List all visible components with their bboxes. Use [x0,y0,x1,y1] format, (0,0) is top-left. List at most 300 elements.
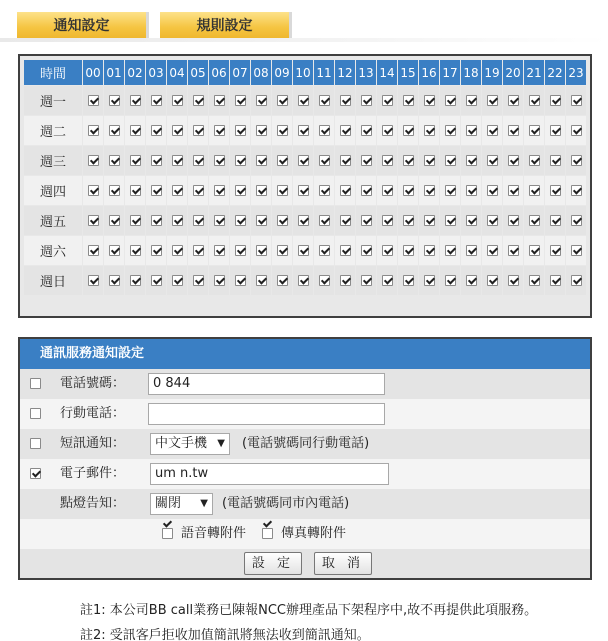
hour-cell [314,176,334,205]
hour-cell [104,266,124,295]
hour-checkbox[interactable] [529,275,540,286]
hour-cell [566,206,586,235]
footnotes [80,598,600,641]
hour-cell [146,266,166,295]
save-button[interactable]: 設 定 [244,552,302,575]
hour-cell [209,146,229,175]
hour-checkbox[interactable] [109,155,120,166]
hour-checkbox[interactable] [151,245,162,256]
hour-cell [545,266,565,295]
hour-cell [377,146,397,175]
hour-checkbox[interactable] [361,125,372,136]
hour-checkbox[interactable] [466,215,477,226]
lamp-select[interactable] [150,493,213,515]
hour-checkbox[interactable] [550,215,561,226]
hour-checkbox[interactable] [508,155,519,166]
fax-attach-checkbox[interactable] [262,528,273,539]
hour-cell [125,86,145,115]
sms-checkbox[interactable] [30,438,41,449]
hour-header: 15 [398,60,418,85]
hour-checkbox[interactable] [571,95,582,106]
hour-checkbox[interactable] [130,245,141,256]
hour-checkbox[interactable] [109,215,120,226]
hour-header: 02 [125,60,145,85]
hour-cell [356,116,376,145]
hour-checkbox[interactable] [361,275,372,286]
hour-cell [503,206,523,235]
hour-checkbox[interactable] [88,155,99,166]
day-label: 週日 [24,266,82,295]
hour-checkbox[interactable] [235,125,246,136]
hour-cell [314,206,334,235]
hour-checkbox[interactable] [403,155,414,166]
hour-cell [524,116,544,145]
lamp-select-value: 關閉 [155,496,182,511]
hour-checkbox[interactable] [445,245,456,256]
hour-checkbox[interactable] [550,245,561,256]
hour-checkbox[interactable] [130,95,141,106]
hour-cell [482,266,502,295]
hour-checkbox[interactable] [445,215,456,226]
hour-cell [293,206,313,235]
hour-checkbox[interactable] [214,215,225,226]
hour-checkbox[interactable] [445,155,456,166]
voice-attach-label: 語音轉附件 [181,526,247,541]
hour-checkbox[interactable] [193,275,204,286]
hour-cell [125,236,145,265]
hour-cell [377,86,397,115]
hour-checkbox[interactable] [340,215,351,226]
hour-checkbox[interactable] [382,95,393,106]
hour-cell [545,206,565,235]
footnote-2: 註2: 受訊客戶拒收加值簡訊將無法收到簡訊通知。 [80,628,370,641]
hour-checkbox[interactable] [340,95,351,106]
hour-checkbox[interactable] [508,125,519,136]
hour-checkbox[interactable] [256,125,267,136]
hour-checkbox[interactable] [172,95,183,106]
sms-select[interactable] [150,433,230,455]
hour-checkbox[interactable] [508,95,519,106]
hour-checkbox[interactable] [571,215,582,226]
hour-cell [335,116,355,145]
hour-checkbox[interactable] [298,245,309,256]
hour-cell [356,146,376,175]
hour-checkbox[interactable] [529,95,540,106]
hour-checkbox[interactable] [172,275,183,286]
hour-checkbox[interactable] [172,185,183,196]
hour-checkbox[interactable] [256,155,267,166]
hour-checkbox[interactable] [340,125,351,136]
hour-checkbox[interactable] [235,245,246,256]
hour-checkbox[interactable] [109,125,120,136]
hour-cell [125,146,145,175]
hour-checkbox[interactable] [382,275,393,286]
hour-checkbox[interactable] [277,95,288,106]
hour-checkbox[interactable] [487,215,498,226]
hour-cell [230,176,250,205]
hour-checkbox[interactable] [508,245,519,256]
tab-rule-settings[interactable]: 規則設定 [160,12,292,40]
hour-header: 06 [209,60,229,85]
hour-cell [83,86,103,115]
hour-checkbox[interactable] [403,95,414,106]
hour-checkbox[interactable] [151,185,162,196]
hour-checkbox[interactable] [235,185,246,196]
phone-input[interactable]: 0 844 [148,373,385,395]
hour-checkbox[interactable] [529,155,540,166]
hour-checkbox[interactable] [109,95,120,106]
fax-attach-option[interactable] [262,519,346,549]
hour-checkbox[interactable] [487,185,498,196]
hour-checkbox[interactable] [487,95,498,106]
lamp-note: (電話號碼同市內電話) [222,496,350,511]
hour-cell [398,176,418,205]
hour-cell [209,236,229,265]
hour-checkbox[interactable] [172,155,183,166]
hour-cell [356,176,376,205]
hour-checkbox[interactable] [298,155,309,166]
hour-checkbox[interactable] [571,185,582,196]
hour-checkbox[interactable] [130,275,141,286]
hour-cell [188,206,208,235]
hour-cell [272,236,292,265]
hour-cell [482,206,502,235]
hour-checkbox[interactable] [130,155,141,166]
hour-checkbox[interactable] [214,95,225,106]
hour-cell [524,206,544,235]
hour-checkbox[interactable] [256,245,267,256]
hour-checkbox[interactable] [508,185,519,196]
hour-checkbox[interactable] [487,125,498,136]
hour-checkbox[interactable] [88,125,99,136]
hour-cell [461,146,481,175]
hour-checkbox[interactable] [466,275,477,286]
hour-checkbox[interactable] [550,95,561,106]
hour-cell [356,266,376,295]
hour-checkbox[interactable] [109,275,120,286]
hour-checkbox[interactable] [529,215,540,226]
hour-cell [335,206,355,235]
hour-cell [125,176,145,205]
hour-checkbox[interactable] [466,125,477,136]
hour-cell [293,86,313,115]
hour-checkbox[interactable] [361,245,372,256]
hour-checkbox[interactable] [298,215,309,226]
hour-checkbox[interactable] [298,185,309,196]
hour-checkbox[interactable] [235,215,246,226]
hour-checkbox[interactable] [214,155,225,166]
hour-cell [146,206,166,235]
hour-checkbox[interactable] [424,185,435,196]
hour-checkbox[interactable] [319,155,330,166]
hour-cell [125,116,145,145]
hour-checkbox[interactable] [361,185,372,196]
hour-cell [230,116,250,145]
hour-cell [251,266,271,295]
hour-header: 01 [104,60,124,85]
hour-header: 16 [419,60,439,85]
hour-cell [419,86,439,115]
cancel-button[interactable]: 取 消 [314,552,372,575]
hour-checkbox[interactable] [298,95,309,106]
schedule-grid [23,59,587,296]
hour-checkbox[interactable] [130,125,141,136]
hour-checkbox[interactable] [88,245,99,256]
hour-header: 20 [503,60,523,85]
hour-cell [419,266,439,295]
lamp-label: 點燈告知： [60,496,126,511]
hour-checkbox[interactable] [298,125,309,136]
hour-cell [230,266,250,295]
hour-cell [482,236,502,265]
hour-cell [230,206,250,235]
email-input[interactable]: um n.tw [150,463,389,485]
hour-checkbox[interactable] [508,215,519,226]
hour-checkbox[interactable] [151,215,162,226]
hour-checkbox[interactable] [193,125,204,136]
hour-checkbox[interactable] [256,95,267,106]
hour-checkbox[interactable] [445,95,456,106]
hour-checkbox[interactable] [130,215,141,226]
hour-checkbox[interactable] [277,125,288,136]
hour-checkbox[interactable] [172,245,183,256]
hour-cell [83,206,103,235]
hour-cell [419,116,439,145]
hour-cell [83,176,103,205]
hour-header: 00 [83,60,103,85]
hour-checkbox[interactable] [382,155,393,166]
button-row [20,549,590,578]
hour-cell [272,206,292,235]
day-row [24,266,586,295]
hour-checkbox[interactable] [277,275,288,286]
hour-checkbox[interactable] [361,95,372,106]
schedule-grid-container [18,54,592,318]
hour-checkbox[interactable] [487,275,498,286]
hour-checkbox[interactable] [361,215,372,226]
hour-checkbox[interactable] [172,215,183,226]
hour-cell [83,236,103,265]
hour-cell [503,266,523,295]
hour-checkbox[interactable] [550,125,561,136]
hour-checkbox[interactable] [340,275,351,286]
hour-checkbox[interactable] [277,245,288,256]
hour-checkbox[interactable] [445,185,456,196]
hour-checkbox[interactable] [319,215,330,226]
hour-checkbox[interactable] [571,155,582,166]
hour-checkbox[interactable] [529,245,540,256]
day-row [24,176,586,205]
hour-checkbox[interactable] [571,275,582,286]
hour-checkbox[interactable] [214,185,225,196]
fax-attach-label: 傳真轉附件 [281,526,347,541]
voice-attach-checkbox[interactable] [162,528,173,539]
hour-checkbox[interactable] [550,185,561,196]
hour-cell [188,86,208,115]
hour-checkbox[interactable] [571,125,582,136]
hour-checkbox[interactable] [382,125,393,136]
hour-checkbox[interactable] [319,125,330,136]
hour-header: 23 [566,60,586,85]
hour-checkbox[interactable] [466,95,477,106]
hour-checkbox[interactable] [319,185,330,196]
hour-checkbox[interactable] [424,125,435,136]
hour-cell [440,266,460,295]
hour-checkbox[interactable] [151,95,162,106]
hour-checkbox[interactable] [529,125,540,136]
hour-cell [503,176,523,205]
day-label: 週三 [24,146,82,175]
hour-cell [104,116,124,145]
hour-checkbox[interactable] [382,215,393,226]
email-checkbox[interactable] [30,468,41,479]
tab-bar [0,0,608,42]
hour-checkbox[interactable] [193,185,204,196]
voice-attach-option[interactable] [162,519,246,549]
hour-checkbox[interactable] [340,185,351,196]
hour-cell [566,236,586,265]
hour-checkbox[interactable] [235,155,246,166]
hour-checkbox[interactable] [151,155,162,166]
hour-cell [419,206,439,235]
hour-checkbox[interactable] [109,245,120,256]
hour-checkbox[interactable] [256,215,267,226]
hour-checkbox[interactable] [403,275,414,286]
hour-checkbox[interactable] [193,155,204,166]
hour-cell [293,146,313,175]
phone-row [20,369,590,399]
hour-checkbox[interactable] [403,215,414,226]
hour-cell [293,236,313,265]
hour-cell [251,116,271,145]
hour-checkbox[interactable] [88,185,99,196]
hour-cell [461,266,481,295]
hour-cell [272,266,292,295]
hour-checkbox[interactable] [529,185,540,196]
hour-checkbox[interactable] [550,155,561,166]
hour-checkbox[interactable] [88,275,99,286]
hour-header: 03 [146,60,166,85]
hour-cell [167,86,187,115]
hour-checkbox[interactable] [235,275,246,286]
hour-checkbox[interactable] [508,275,519,286]
hour-checkbox[interactable] [487,245,498,256]
hour-checkbox[interactable] [445,125,456,136]
hour-cell [293,176,313,205]
hour-checkbox[interactable] [214,275,225,286]
day-label: 週五 [24,206,82,235]
hour-cell [482,86,502,115]
hour-checkbox[interactable] [340,245,351,256]
hour-cell [167,176,187,205]
hour-checkbox[interactable] [403,245,414,256]
hour-checkbox[interactable] [466,155,477,166]
hour-checkbox[interactable] [277,185,288,196]
hour-header: 19 [482,60,502,85]
hour-checkbox[interactable] [487,155,498,166]
hour-checkbox[interactable] [235,95,246,106]
hour-cell [188,236,208,265]
hour-cell [251,146,271,175]
hour-checkbox[interactable] [424,215,435,226]
hour-checkbox[interactable] [571,245,582,256]
hour-cell [293,116,313,145]
mobile-input[interactable] [148,403,385,425]
hour-header: 11 [314,60,334,85]
hour-cell [167,146,187,175]
footnote-1: 註1: 本公司BB call業務已陳報NCC辦理產品下架程序中,故不再提供此項服務。 [80,603,538,618]
hour-checkbox[interactable] [403,125,414,136]
hour-checkbox[interactable] [361,155,372,166]
hour-cell [461,236,481,265]
sms-label: 短訊通知： [60,436,126,451]
hour-checkbox[interactable] [151,275,162,286]
email-label: 電子郵件： [60,466,126,481]
hour-checkbox[interactable] [445,275,456,286]
mobile-checkbox[interactable] [30,408,41,419]
mobile-row [20,399,590,429]
hour-checkbox[interactable] [424,245,435,256]
hour-checkbox[interactable] [319,95,330,106]
hour-checkbox[interactable] [319,245,330,256]
hour-checkbox[interactable] [109,185,120,196]
hour-header: 17 [440,60,460,85]
day-label: 週二 [24,116,82,145]
hour-checkbox[interactable] [88,215,99,226]
hour-checkbox[interactable] [130,185,141,196]
hour-checkbox[interactable] [193,215,204,226]
hour-checkbox[interactable] [382,245,393,256]
hour-checkbox[interactable] [193,245,204,256]
hour-cell [125,266,145,295]
hour-cell [398,206,418,235]
hour-checkbox[interactable] [403,185,414,196]
hour-checkbox[interactable] [340,155,351,166]
hour-checkbox[interactable] [214,245,225,256]
hour-checkbox[interactable] [193,95,204,106]
hour-checkbox[interactable] [382,185,393,196]
hour-checkbox[interactable] [319,275,330,286]
hour-checkbox[interactable] [256,185,267,196]
hour-checkbox[interactable] [466,185,477,196]
hour-checkbox[interactable] [550,275,561,286]
hour-cell [524,266,544,295]
hour-checkbox[interactable] [172,125,183,136]
hour-checkbox[interactable] [466,245,477,256]
hour-header: 10 [293,60,313,85]
hour-cell [524,176,544,205]
hour-cell [188,266,208,295]
hour-checkbox[interactable] [424,95,435,106]
hour-checkbox[interactable] [424,155,435,166]
hour-checkbox[interactable] [298,275,309,286]
tab-notify-settings[interactable]: 通知設定 [17,12,149,40]
hour-checkbox[interactable] [88,95,99,106]
email-row [20,459,590,489]
hour-cell [209,266,229,295]
hour-checkbox[interactable] [424,275,435,286]
hour-cell [104,146,124,175]
hour-checkbox[interactable] [277,215,288,226]
hour-cell [167,206,187,235]
hour-checkbox[interactable] [214,125,225,136]
phone-checkbox[interactable] [30,378,41,389]
hour-checkbox[interactable] [277,155,288,166]
hour-checkbox[interactable] [256,275,267,286]
hour-cell [356,86,376,115]
hour-cell [146,146,166,175]
hour-checkbox[interactable] [151,125,162,136]
